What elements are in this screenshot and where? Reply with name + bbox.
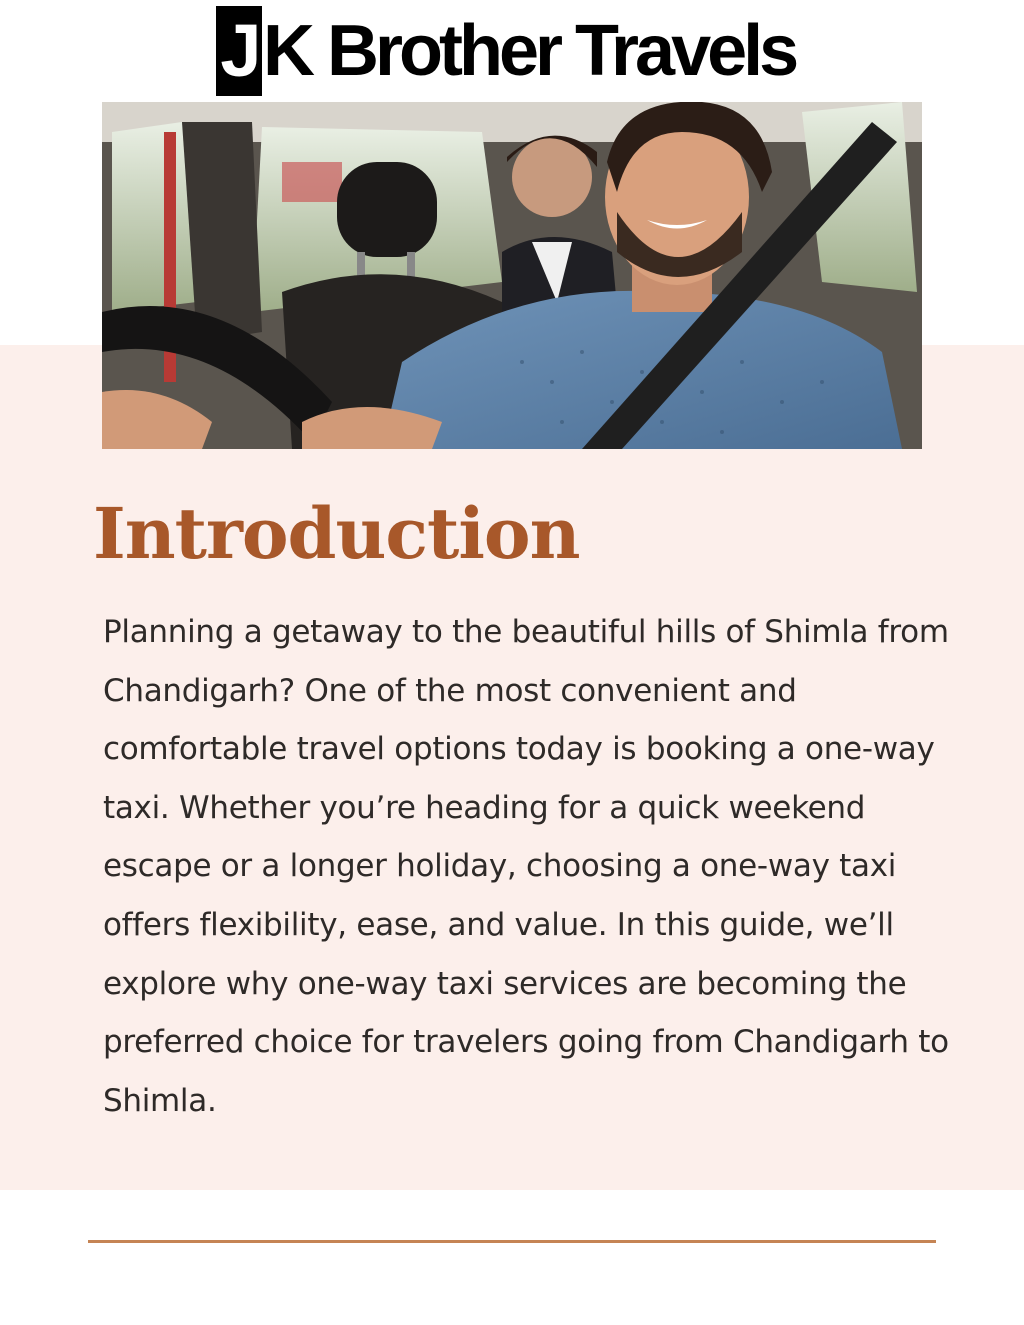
paragraph-line: explore why one-way taxi services are becoming the bbox=[103, 965, 907, 1002]
paragraph-line: Shimla. bbox=[103, 1082, 217, 1119]
paragraph-line: escape or a longer holiday, choosing a one-way taxi bbox=[103, 848, 897, 885]
logo-wordmark: K Brother Travels bbox=[263, 11, 796, 91]
paragraph-line: taxi. Whether you’re heading for a quick weekend bbox=[103, 789, 866, 826]
paragraph-line: comfortable travel options today is booking a one-way bbox=[103, 731, 935, 768]
paragraph-line: Planning a getaway to the beautiful hills of Shimla from bbox=[103, 614, 949, 650]
paragraph-line: offers flexibility, ease, and value. In this guide, we’ll bbox=[103, 906, 894, 943]
paragraph-line: Chandigarh? One of the most convenient and bbox=[103, 672, 797, 709]
divider-line bbox=[88, 1240, 936, 1243]
logo-mark: J bbox=[216, 6, 262, 96]
section-heading: Introduction bbox=[93, 492, 580, 575]
brand-logo[interactable] bbox=[216, 6, 795, 96]
photo-driver-with-passenger-icon bbox=[102, 102, 922, 449]
hero-image bbox=[102, 102, 922, 449]
intro-paragraph bbox=[103, 603, 1003, 1130]
paragraph-line: preferred choice for travelers going from Chandigarh to bbox=[103, 1024, 949, 1061]
